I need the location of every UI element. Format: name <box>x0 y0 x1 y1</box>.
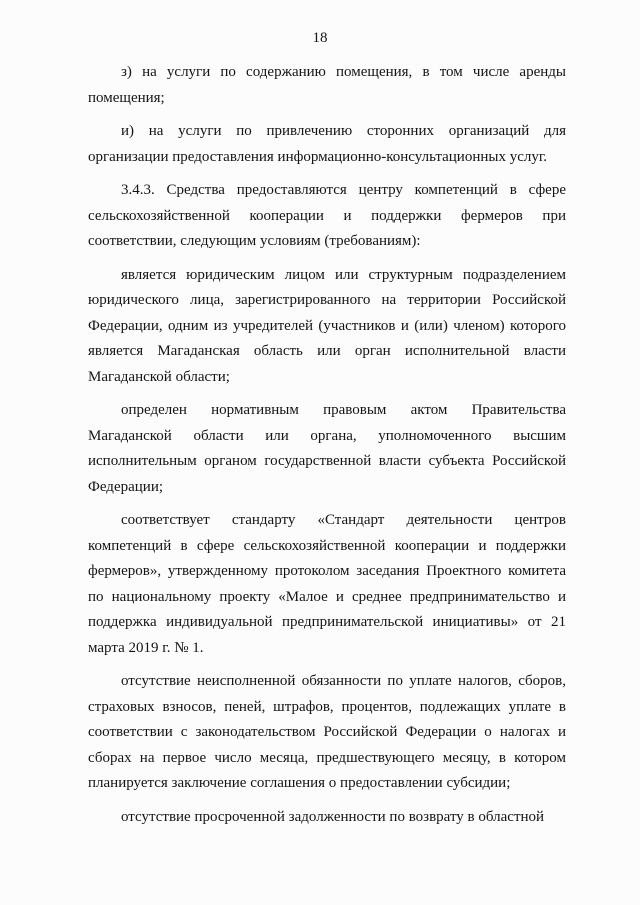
paragraph-item-i: и) на услуги по привлечению сторонних организаций для организации предоставления информационно-консультационных услуг. <box>88 123 566 165</box>
paragraph-condition-determined: определен нормативным правовым актом Правительства Магаданской области или органа, уполномоченного высшим исполнительным органом государственной власти субъекта Российской Федерации; <box>88 402 566 495</box>
document-body <box>88 60 566 838</box>
paragraph-section-3-4-3: 3.4.3. Средства предоставляются центру компетенций в сфере сельскохозяйственной кооперации и поддержки фермеров при соответствии, следующим условиям (требованиям): <box>88 182 566 249</box>
page-number: 18 <box>312 30 328 46</box>
paragraph-condition-no-overdue-debt: отсутствие просроченной задолженности по возврату в областной <box>121 808 545 825</box>
paragraph-condition-no-tax-debt: отсутствие неисполненной обязанности по уплате налогов, сборов, страховых взносов, пеней, штрафов, процентов, подлежащих уплате в соответствии с законодательством Российской Федерации о налогах и сборах на первое число месяца, предшествующего месяцу, в котором планируется заключение соглашения о предоставлении субсидии; <box>88 673 566 791</box>
paragraph-item-z: з) на услуги по содержанию помещения, в том числе аренды помещения; <box>88 64 566 106</box>
paragraph-condition-legal-entity: является юридическим лицом или структурным подразделением юридического лица, зарегистрированного на территории Российской Федерации, одним из учредителей (участников и (или) членом) которого является Магаданская область или орган исполнительной власти Магаданской области; <box>88 266 566 385</box>
paragraph-condition-standard: соответствует стандарту «Стандарт деятельности центров компетенций в сфере сельскохозяйственной кооперации и поддержки фермеров», утвержденному протоколом заседания Проектного комитета по национальному проекту «Малое и среднее предпринимательство и поддержка индивидуальной предпринимательской инициативы» от 21 марта 2019 г. № 1. <box>88 512 566 656</box>
